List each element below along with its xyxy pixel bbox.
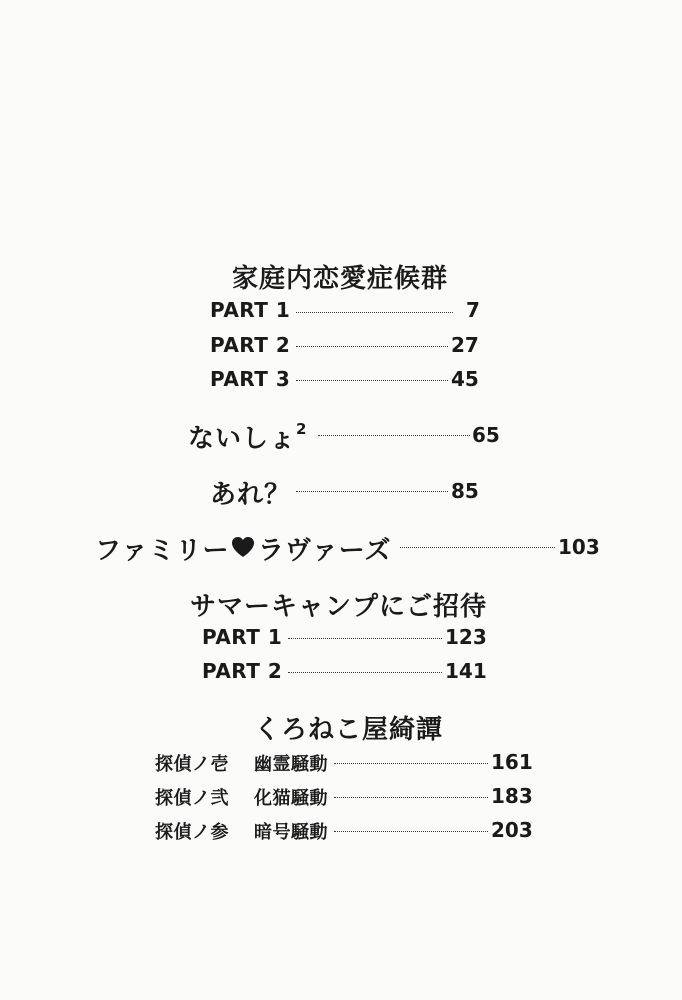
section-title-after-heart: ラヴァーズ	[258, 536, 392, 566]
entry-page: 7	[466, 298, 480, 322]
section-title-text: ないしょ	[188, 424, 297, 454]
leader-dots	[288, 638, 442, 639]
entry-page: 203	[491, 818, 533, 842]
section-title: くろねこ屋綺譚	[254, 715, 444, 745]
entry-page: 65	[472, 423, 500, 447]
entry-page: 161	[491, 750, 533, 774]
entry-label: PART 3	[210, 367, 291, 391]
entry-page: 85	[451, 479, 479, 503]
entry-label: PART 2	[202, 659, 283, 683]
entry-page: 183	[491, 784, 533, 808]
leader-dots	[334, 797, 488, 798]
leader-dots	[296, 312, 453, 313]
entry-label: 幽霊騒動	[254, 754, 328, 775]
heart-icon	[230, 535, 256, 559]
entry-page: 27	[451, 333, 479, 357]
section-title-before-heart: ファミリー	[95, 536, 230, 566]
entry-label: PART 1	[202, 625, 283, 649]
entry-page: 123	[445, 625, 487, 649]
section-title: あれ？	[210, 480, 292, 510]
entry-prefix: 探偵ノ壱	[155, 754, 229, 775]
entry-label: 暗号騒動	[254, 822, 328, 843]
leader-dots	[334, 763, 488, 764]
leader-dots	[288, 672, 442, 673]
section-title	[188, 418, 307, 455]
section-title-superscript: 2	[296, 420, 308, 439]
leader-dots	[318, 435, 470, 436]
entry-page: 141	[445, 659, 487, 683]
entry-label: PART 1	[210, 298, 291, 322]
section-title: サマーキャンプにご招待	[190, 592, 488, 622]
entry-prefix: 探偵ノ参	[155, 822, 229, 843]
entry-prefix: 探偵ノ弐	[155, 788, 229, 809]
leader-dots	[296, 380, 448, 381]
entry-page: 45	[451, 367, 479, 391]
leader-dots	[334, 831, 488, 832]
leader-dots	[296, 491, 448, 492]
section-title: 家庭内恋愛症候群	[232, 264, 449, 294]
entry-label: PART 2	[210, 333, 291, 357]
entry-page: 103	[558, 535, 600, 559]
leader-dots	[400, 547, 555, 548]
entry-label: 化猫騒動	[254, 788, 328, 809]
leader-dots	[296, 346, 448, 347]
